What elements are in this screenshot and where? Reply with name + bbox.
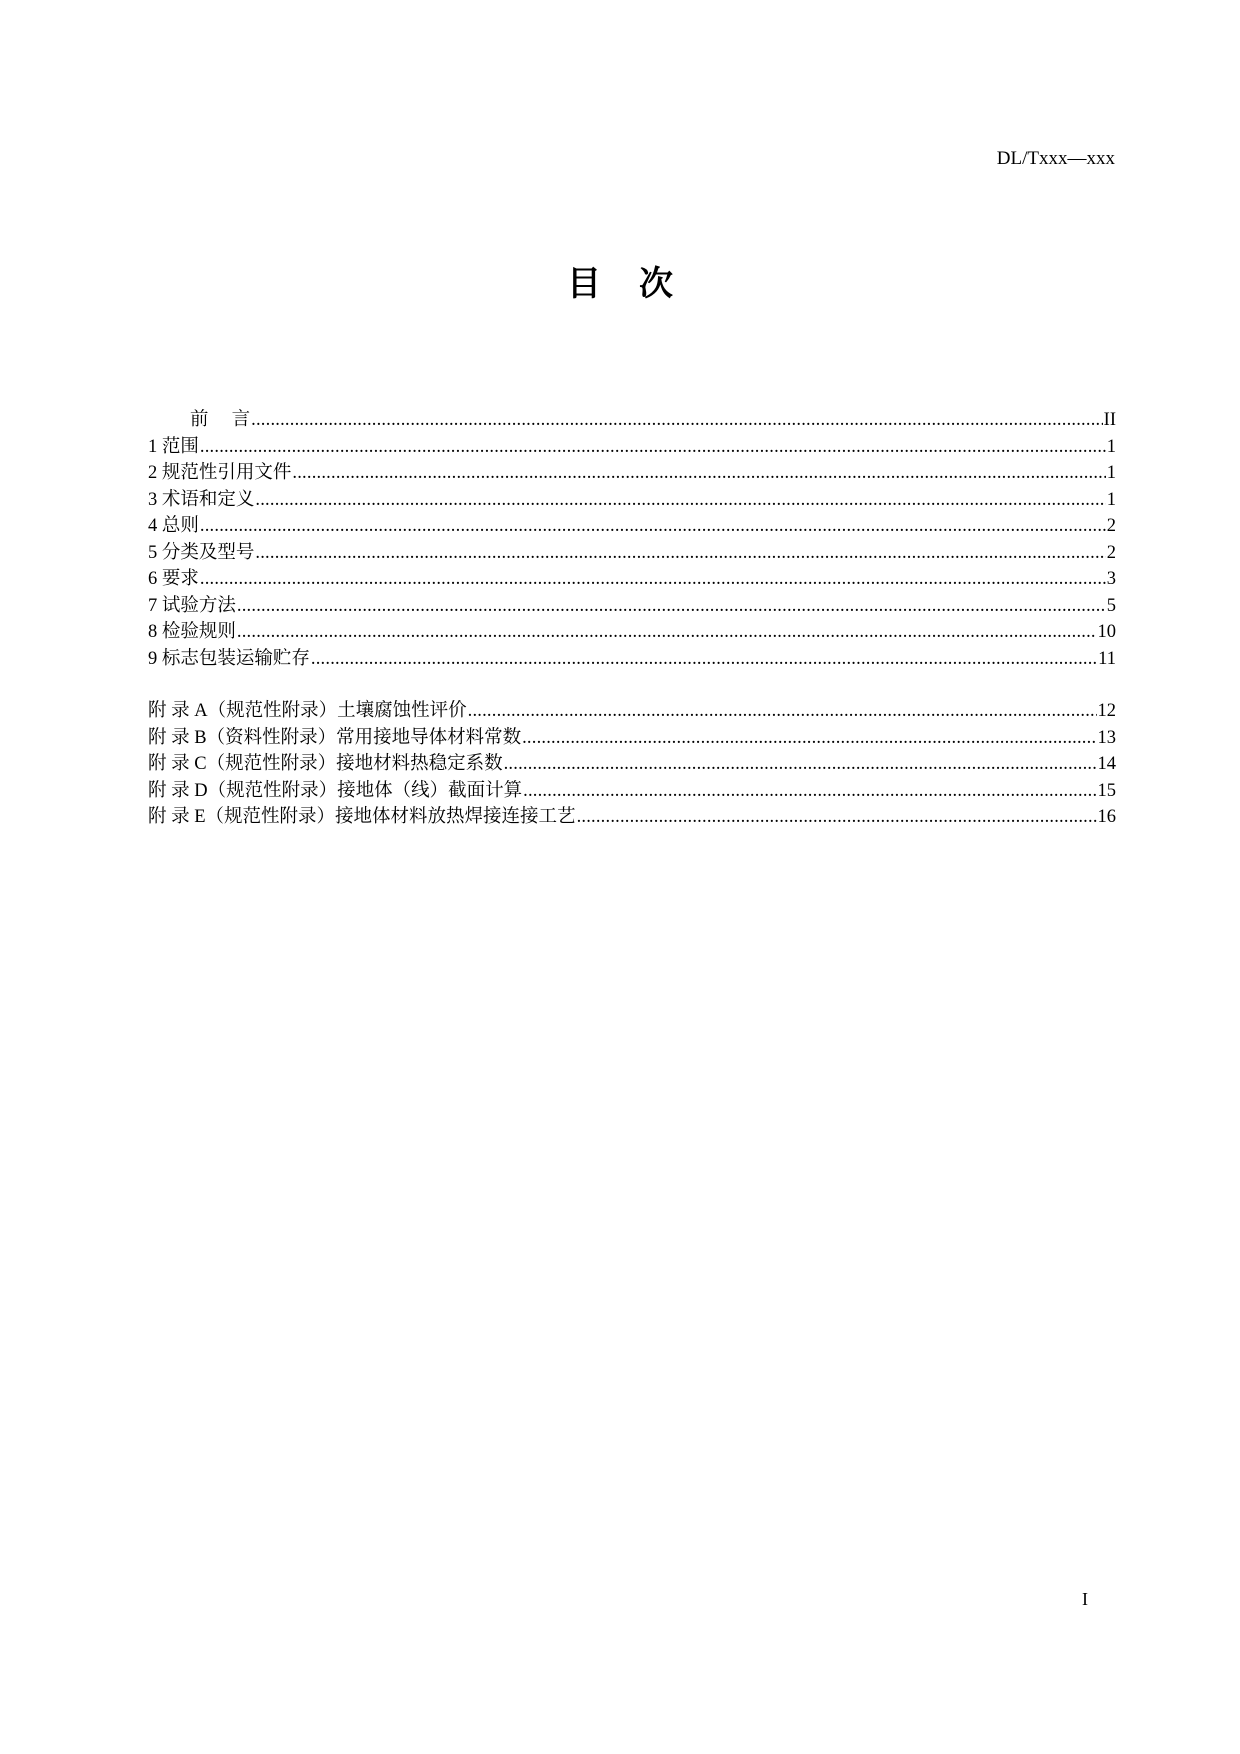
toc-entry-page: 16	[1097, 807, 1116, 827]
toc-entry-general[interactable]	[148, 513, 1116, 540]
toc-entry-page: 5	[1106, 595, 1116, 616]
toc-entry-label: 附 录 A（规范性附录）土壤腐蚀性评价	[148, 701, 467, 721]
toc-entry-label: 6 要求	[148, 569, 199, 589]
toc-entry-appendix-a[interactable]	[148, 698, 1116, 725]
dot-leader	[255, 540, 1105, 567]
toc-entry-page: 13	[1097, 727, 1116, 748]
dot-leader	[255, 487, 1105, 514]
page-title	[0, 256, 1240, 305]
toc-entry-label: 附 录 B（资料性附录）常用接地导体材料常数	[148, 727, 522, 748]
toc-entry-label: 7 试验方法	[148, 595, 236, 616]
dot-leader	[200, 513, 1106, 540]
toc-entry-requirements[interactable]	[148, 566, 1116, 593]
toc-entry-label: 前 言	[190, 410, 251, 430]
toc-entry-terms-definitions[interactable]	[148, 487, 1116, 514]
toc-entry-page: 12	[1097, 701, 1116, 721]
toc-entry-label: 附 录 C（规范性附录）接地材料热稳定系数	[148, 754, 503, 774]
dot-leader	[251, 407, 1103, 434]
toc-entry-marking-packaging[interactable]	[148, 646, 1116, 673]
toc-entry-inspection-rules[interactable]	[148, 619, 1116, 646]
toc-entry-label: 1 范围	[148, 436, 199, 457]
dot-leader	[200, 434, 1106, 461]
dot-leader	[292, 460, 1105, 487]
page-title-char-1: 目	[567, 264, 601, 304]
dot-leader	[237, 593, 1106, 620]
toc-entry-page: 1	[1106, 489, 1116, 510]
toc-entry-label: 3 术语和定义	[148, 489, 255, 510]
dot-leader	[504, 751, 1097, 778]
page-title-char-2: 次	[639, 264, 673, 304]
toc-entry-appendix-d[interactable]	[148, 778, 1116, 805]
toc-entry-label: 附 录 E（规范性附录）接地体材料放热焊接连接工艺	[148, 807, 576, 827]
toc-entry-label: 附 录 D（规范性附录）接地体（线）截面计算	[148, 780, 523, 801]
toc-entry-test-methods[interactable]	[148, 593, 1116, 620]
dot-leader	[522, 725, 1096, 752]
page-number: I	[1082, 1589, 1088, 1609]
toc-entry-label: 8 检验规则	[148, 622, 236, 642]
toc-entry-appendix-b[interactable]	[148, 725, 1116, 752]
toc-entry-appendix-c[interactable]	[148, 751, 1116, 778]
dot-leader	[311, 646, 1097, 673]
toc-entry-page: 2	[1106, 516, 1116, 536]
dot-leader	[577, 804, 1097, 831]
toc-entry-appendix-e[interactable]	[148, 804, 1116, 831]
toc-entry-foreword[interactable]	[148, 407, 1116, 434]
toc-entry-page: 10	[1097, 622, 1116, 642]
toc-entry-label: 5 分类及型号	[148, 542, 255, 563]
toc-entry-page: 1	[1106, 463, 1116, 483]
section-spacer	[148, 672, 1116, 698]
table-of-contents	[148, 407, 1116, 831]
dot-leader	[237, 619, 1097, 646]
toc-entry-normative-references[interactable]	[148, 460, 1116, 487]
toc-entry-page: II	[1103, 410, 1116, 430]
toc-entry-label: 2 规范性引用文件	[148, 463, 292, 483]
standard-code: DL/Txxx—xxx	[996, 148, 1115, 169]
toc-entry-scope[interactable]	[148, 434, 1116, 461]
toc-entry-label: 9 标志包装运输贮存	[148, 648, 310, 669]
toc-entry-page: 1	[1106, 436, 1116, 457]
dot-leader	[468, 698, 1097, 725]
toc-entry-page: 11	[1098, 648, 1116, 669]
toc-entry-page: 2	[1106, 542, 1116, 563]
dot-leader	[523, 778, 1096, 805]
toc-entry-page: 3	[1106, 569, 1116, 589]
toc-entry-classification[interactable]	[148, 540, 1116, 567]
toc-entry-page: 15	[1097, 780, 1116, 801]
toc-entry-label: 4 总则	[148, 516, 199, 536]
toc-entry-page: 14	[1097, 754, 1116, 774]
dot-leader	[200, 566, 1106, 593]
